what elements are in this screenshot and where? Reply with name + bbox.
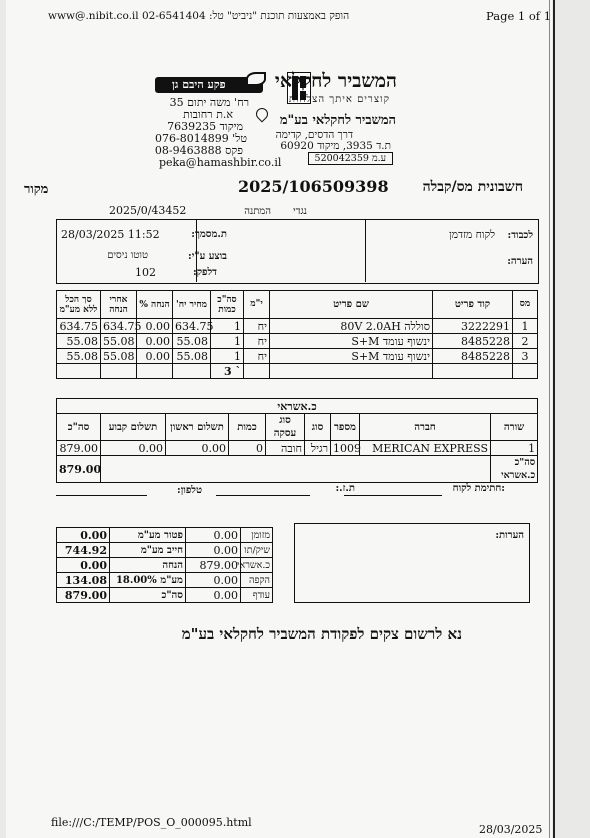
item-code: 3222291	[433, 319, 513, 334]
item-num: 3	[513, 349, 538, 364]
summary-label: הנחה	[110, 558, 186, 573]
summary-table	[56, 527, 273, 603]
doc-number: 2025/106509398	[238, 177, 389, 196]
party-value: 2025/0/43452	[109, 204, 187, 217]
branch-fax: פקס 08-9463888	[154, 144, 243, 157]
pay-line: 1	[491, 441, 538, 456]
pay-first: 0.00	[166, 441, 229, 456]
to-label: לכבוד:	[507, 230, 533, 241]
payment-total-row	[57, 456, 538, 483]
company-reg-number: ע.מ 520042359	[308, 152, 393, 165]
item-price: 634.75	[173, 319, 211, 334]
item-num: 1	[513, 319, 538, 334]
id-line	[216, 495, 310, 496]
company-slogan: קוצרים איתך הצלחות	[288, 94, 390, 105]
summary-value: 879.00	[186, 558, 241, 573]
sign-label: :חתימת לקוח	[452, 483, 505, 494]
phone-line	[56, 495, 147, 496]
summary-label: חייב מע"מ	[110, 543, 186, 558]
summary-value: 0.00	[186, 543, 241, 558]
col-header: סה"כ	[57, 414, 101, 441]
col-header: שם פריט	[270, 291, 433, 319]
pay-count: 0	[229, 441, 266, 456]
branch-zip: מיקוד 7639235	[167, 120, 243, 133]
party-label: נגדי	[293, 206, 307, 217]
page-label: Page 1 of 1	[486, 9, 552, 23]
col-header: מס	[513, 291, 538, 319]
by-label: בוצע ע"י:	[188, 251, 227, 262]
branch-logo-name: פקע היבם גן	[172, 78, 226, 91]
pay-number: 1009	[331, 441, 360, 456]
footer-date: 28/03/2025	[479, 823, 543, 836]
items-header-row	[57, 291, 538, 319]
item-name: ינשוף עומד S+M	[270, 334, 433, 349]
pay-type: רגיל	[305, 441, 331, 456]
pump-value: 102	[135, 266, 156, 279]
item-disc: 0.00	[137, 319, 173, 334]
col-header: אחרי הנחה	[101, 291, 137, 319]
table-row	[57, 528, 273, 543]
credit-total-label: סה"כ כ.אשראי	[491, 456, 538, 483]
item-price: 55.08	[173, 334, 211, 349]
branch-address-1: רח' משה יתום 35	[169, 96, 249, 109]
col-header: תשלום ראשון	[166, 414, 229, 441]
item-qty: 1	[211, 349, 244, 364]
table-row	[57, 349, 538, 364]
customer-divider	[365, 219, 366, 282]
col-header: שורה	[491, 414, 538, 441]
table-row	[57, 588, 273, 603]
summary-label: סה"כ	[110, 588, 186, 603]
branch-address-2: א.ת רחובות	[183, 108, 233, 121]
company-address-2: ת.ד 3935, מיקוד 60920	[280, 140, 391, 152]
item-num: 2	[513, 334, 538, 349]
col-header: הנחה %	[137, 291, 173, 319]
col-header: סוג	[305, 414, 331, 441]
pay-total: 879.00	[57, 441, 101, 456]
item-after: 55.08	[101, 349, 137, 364]
sign-line	[344, 495, 442, 496]
col-header: תשלום קבוע	[101, 414, 166, 441]
summary-value: 0.00	[57, 528, 110, 543]
payment-table	[56, 398, 538, 483]
col-header: י"מ	[244, 291, 270, 319]
by-value: טוטו ניסים	[107, 250, 148, 261]
summary-value: 0.00	[186, 573, 241, 588]
summary-label: מע"מ 18.00%	[110, 573, 186, 588]
pay-company: MERICAN EXPRESS	[360, 441, 491, 456]
date-label: ת.מסמך:	[191, 229, 227, 240]
party-sublabel: המתנה	[244, 206, 271, 217]
summary-value: 879.00	[57, 588, 110, 603]
col-header: חברה	[360, 414, 491, 441]
summary-value: 0.00	[186, 588, 241, 603]
item-code: 8485228	[433, 349, 513, 364]
footer-file-path: file:///C:/TEMP/POS_O_000095.html	[51, 816, 252, 829]
item-after: 55.08	[101, 334, 137, 349]
item-total: 634.75	[57, 319, 101, 334]
item-disc: 0.00	[137, 334, 173, 349]
summary-label: פטור מע"מ	[110, 528, 186, 543]
to-value: לקוח מזדמן	[449, 229, 495, 241]
payment-section-title: כ.אשראי	[57, 399, 538, 414]
qty-total: 3 `	[211, 364, 244, 379]
note-label: הערה:	[507, 256, 533, 267]
pay-fixed: 0.00	[101, 441, 166, 456]
item-price: 55.08	[173, 349, 211, 364]
notes-label: הערות:	[495, 530, 524, 541]
date-value: 28/03/2025 11:52	[61, 228, 160, 241]
item-qty: 1	[211, 334, 244, 349]
company-address-1: דרך הדסים, קדימה	[275, 129, 353, 141]
col-header: מחיר יח'	[173, 291, 211, 319]
item-name: סוללה 80V 2.0AH	[270, 319, 433, 334]
item-after: 634.75	[101, 319, 137, 334]
table-row	[57, 573, 273, 588]
summary-label: עודף	[241, 588, 273, 603]
item-name: ינשוף עומד S+M	[270, 349, 433, 364]
leaf-icon	[246, 72, 266, 86]
item-qty: 1	[211, 319, 244, 334]
company-logo-name: המשביר לחקלאי	[274, 70, 397, 92]
table-row	[57, 441, 538, 456]
summary-label: שיק/תו	[241, 543, 273, 558]
col-header: סך הכל ללא מע"מ	[57, 291, 101, 319]
items-table	[56, 290, 538, 379]
table-row	[57, 319, 538, 334]
col-header: כמות	[229, 414, 266, 441]
page-edge	[553, 0, 555, 838]
item-unit: יח	[244, 319, 270, 334]
page-edge	[549, 0, 550, 838]
branch-email: peka@hamashbir.co.il	[159, 156, 282, 169]
summary-value: 744.92	[57, 543, 110, 558]
item-unit: יח	[244, 349, 270, 364]
summary-label: הקפה	[241, 573, 273, 588]
id-label: ת.ז.:	[335, 483, 355, 494]
payment-title-row	[57, 399, 538, 414]
print-header: www@.nibit.co.il 02-6541404 :הופק באמצעות תוכנת "ניביט" טל	[48, 10, 350, 22]
item-total: 55.08	[57, 334, 101, 349]
summary-value: 0.00	[186, 528, 241, 543]
phone-label: טלפון:	[177, 485, 202, 496]
doc-title: חשבונית מס/קבלה	[422, 179, 523, 195]
summary-label: כ.אשראי	[241, 558, 273, 573]
table-row	[57, 558, 273, 573]
item-code: 8485228	[433, 334, 513, 349]
pump-label: דלפק:	[193, 267, 217, 278]
footer-notice: נא לרשום צקים לפקודת המשביר לחקלאי בע"מ	[181, 625, 462, 643]
credit-total-value: 879.00	[57, 456, 101, 483]
col-header: סוג עסקה	[266, 414, 305, 441]
item-total: 55.08	[57, 349, 101, 364]
payment-header-row	[57, 414, 538, 441]
item-unit: יח	[244, 334, 270, 349]
col-header: סה"כ כמות	[211, 291, 244, 319]
doc-copy-label: מקור	[24, 182, 49, 197]
items-total-row	[57, 364, 538, 379]
table-row	[57, 543, 273, 558]
summary-label: מזומן	[241, 528, 273, 543]
company-legal-name: המשביר לחקלאי בע"מ	[279, 113, 396, 128]
col-header: קוד פריט	[433, 291, 513, 319]
summary-value: 134.08	[57, 573, 110, 588]
col-header: מספר	[331, 414, 360, 441]
table-row	[57, 334, 538, 349]
branch-phone: טל' 076-8014899	[154, 132, 247, 145]
pay-deal: חובה	[266, 441, 305, 456]
summary-value: 0.00	[57, 558, 110, 573]
item-disc: 0.00	[137, 349, 173, 364]
